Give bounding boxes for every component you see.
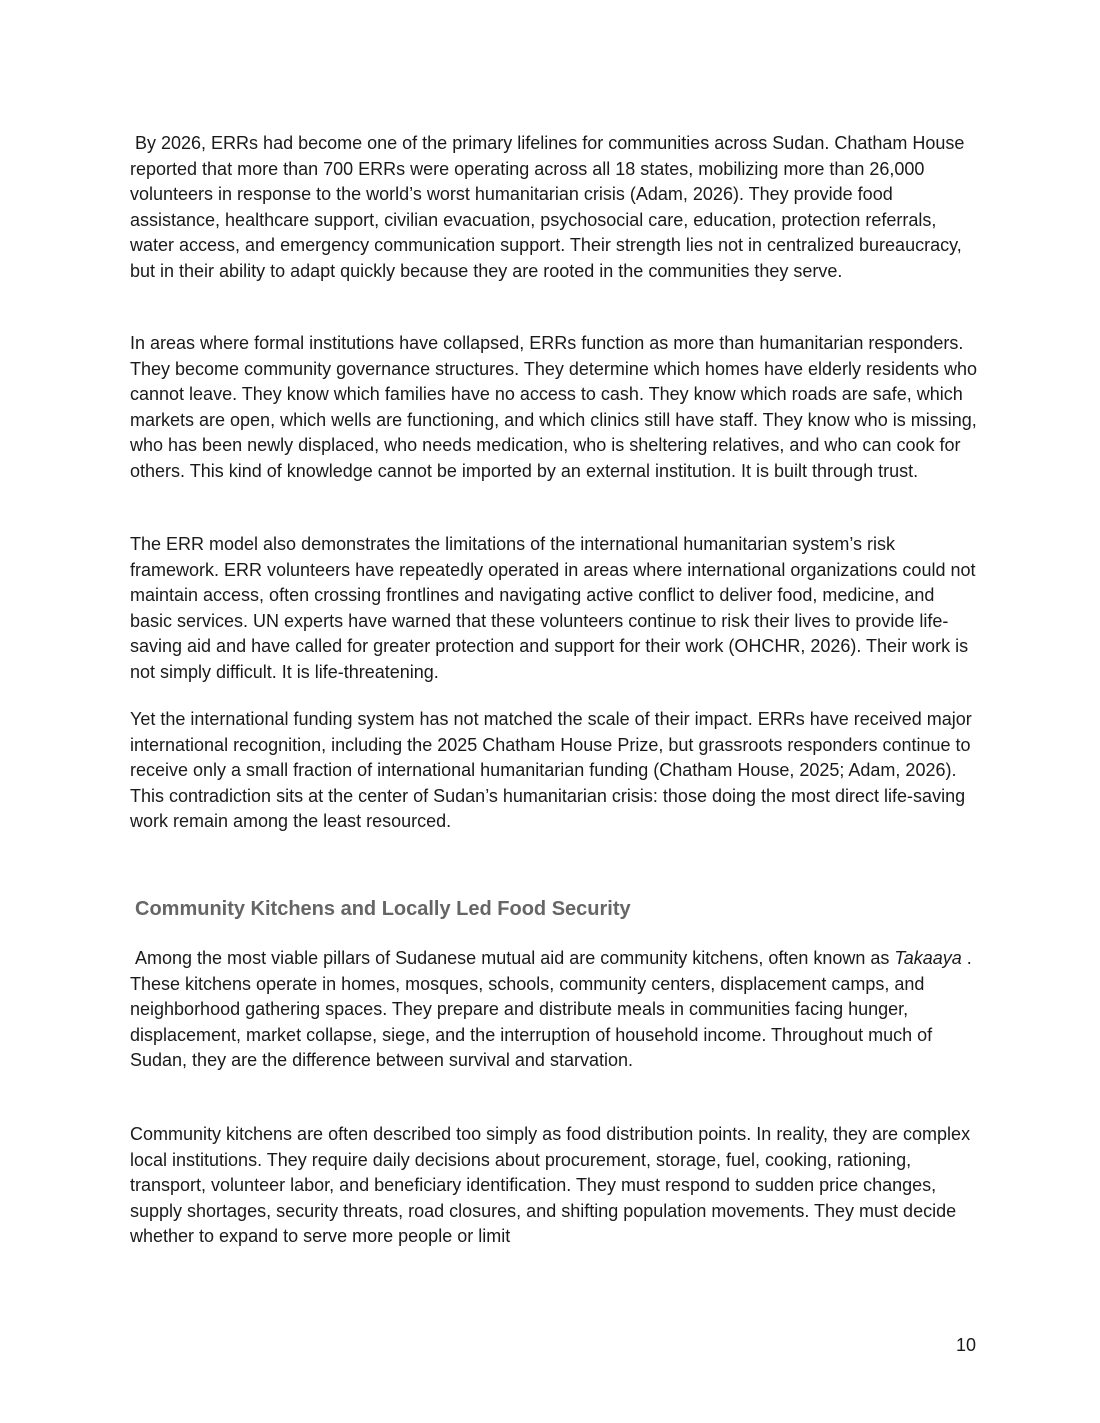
paragraph-funding-gap: Yet the international funding system has not matched the scale of their impact. ERRs have received major international recognition, including the 2025 Chatham House Prize, but grassroots responders continue to receive only a small fraction of international humanitarian funding (Chatham House, 2025; Adam, 2026). This contradiction sits at the center of Sudan’s humanitarian crisis: those doing the most direct life-saving work remain among the least resourced. [130, 709, 972, 831]
takaaya-term: Takaaya [894, 948, 962, 968]
paragraph-kitchens-intro [130, 946, 980, 1074]
paragraph-risk-framework: The ERR model also demonstrates the limitations of the international humanitarian system’s risk framework. ERR volunteers have repeatedly operated in areas where international organizations could not maintain access, often crossing frontlines and navigating active conflict to deliver food, medicine, and basic services. UN experts have warned that these volunteers continue to risk their lives to provide life-saving aid and have called for greater protection and support for their work (OHCHR, 2026). Their work is not simply difficult. It is life-threatening. [130, 534, 976, 682]
kitchens-intro-after: . These kitchens operate in homes, mosques, schools, community centers, displacement camps, and neighborhood gathering spaces. They prepare and distribute meals in communities facing hunger, displacement, market collapse, siege, and the interruption of household income. Throughout much of Sudan, they are the difference between survival and starvation. [130, 948, 972, 1070]
kitchens-intro-before: Among the most viable pillars of Sudanese mutual aid are community kitchens, often known as [130, 948, 895, 968]
section-heading: Community Kitchens and Locally Led Food Security [135, 898, 631, 920]
paragraph-errs-lifelines: By 2026, ERRs had become one of the primary lifelines for communities across Sudan. Chatham House reported that more than 700 ERRs were operating across all 18 states, mobilizing more than 26,000 volunteers in response to the world’s worst humanitarian crisis (Adam, 2026). They provide food assistance, healthcare support, civilian evacuation, psychosocial care, education, protection referrals, water access, and emergency communication support. Their strength lies not in centralized bureaucracy, but in their ability to adapt quickly because they are rooted in the communities they serve. [130, 133, 965, 281]
paragraph-kitchens-detail: Community kitchens are often described too simply as food distribution points. In reality, they are complex local institutions. They require daily decisions about procurement, storage, fuel, cooking, rationing, transport, volunteer labor, and beneficiary identification. They must respond to sudden price changes, supply shortages, security threats, road closures, and shifting population movements. They must decide whether to expand to serve more people or limit [130, 1124, 971, 1246]
paragraph-community-governance: In areas where formal institutions have collapsed, ERRs function as more than humanitarian responders. They become community governance structures. They determine which homes have elderly residents who cannot leave. They know which families have no access to cash. They know which roads are safe, which markets are open, which wells are functioning, and which clinics still have staff. They know who is missing, who has been newly displaced, who needs medication, who is sheltering relatives, and who can cook for others. This kind of knowledge cannot be imported by an external institution. It is built through trust. [130, 333, 978, 481]
page-number: 10 [955, 1335, 976, 1355]
